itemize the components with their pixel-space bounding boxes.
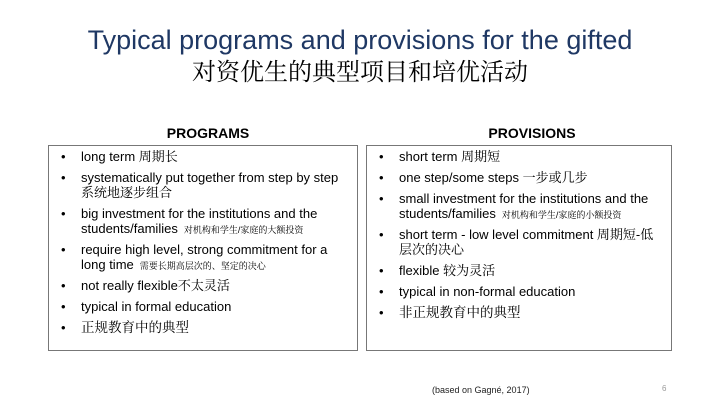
title-english: Typical programs and provisions for the gifted	[87, 25, 633, 55]
list-item	[367, 305, 671, 320]
provisions-item-text: small investment for the institutions and the students/families	[399, 191, 649, 221]
provisions-list	[367, 146, 671, 320]
programs-item-note: 需要长期高层次的、坚定的决心	[139, 261, 266, 271]
provisions-item-text: 非正规教育中的典型	[399, 305, 521, 320]
list-item	[367, 170, 671, 185]
bullet-icon: •	[379, 149, 384, 164]
provisions-item-text: flexible 较为灵活	[399, 263, 496, 278]
bullet-icon: •	[379, 284, 384, 299]
programs-item-text: long term 周期长	[81, 149, 178, 164]
provisions-heading: PROVISIONS	[488, 125, 576, 141]
list-item	[49, 299, 357, 314]
provisions-item-note: 对机构和学生/家庭的小额投资	[501, 210, 622, 220]
bullet-icon: •	[379, 170, 384, 185]
list-item	[49, 278, 357, 293]
list-item	[49, 242, 357, 272]
programs-item-text: require high level, strong commitment for a long time	[81, 242, 328, 272]
bullet-icon: •	[379, 227, 384, 242]
provisions-item-text: short term 周期短	[399, 149, 501, 164]
bullet-icon: •	[379, 263, 384, 278]
list-item	[367, 263, 671, 278]
list-item	[49, 170, 357, 200]
bullet-icon: •	[61, 242, 66, 257]
list-item	[49, 149, 357, 164]
programs-item-text: not really flexible不太灵活	[81, 278, 230, 293]
provisions-item-text: typical in non-formal education	[399, 284, 576, 299]
provisions-item-text: short term - low level commitment 周期短-低层次的决心	[399, 227, 654, 257]
programs-item-text: typical in formal education	[81, 299, 232, 314]
list-item	[367, 227, 671, 257]
title-chinese: 对资优生的典型项目和培优活动	[192, 59, 528, 86]
programs-item-text: 正规教育中的典型	[81, 320, 189, 335]
list-item	[367, 191, 671, 221]
programs-item-note: 对机构和学生/家庭的大额投资	[183, 225, 304, 235]
provisions-item-text: one step/some steps 一步或几步	[399, 170, 588, 185]
programs-item-text: big investment for the institutions and the students/families	[81, 206, 318, 236]
programs-heading: PROGRAMS	[166, 125, 250, 141]
bullet-icon: •	[379, 191, 384, 206]
list-item	[367, 284, 671, 299]
bullet-icon: •	[61, 170, 66, 185]
bullet-icon: •	[379, 305, 384, 320]
bullet-icon: •	[61, 320, 66, 335]
page-number: 6	[662, 384, 667, 393]
bullet-icon: •	[61, 206, 66, 221]
programs-list	[49, 146, 357, 335]
list-item	[49, 320, 357, 335]
provisions-box	[366, 145, 672, 351]
list-item	[49, 206, 357, 236]
programs-box	[48, 145, 358, 351]
list-item	[367, 149, 671, 164]
bullet-icon: •	[61, 299, 66, 314]
source-footnote: (based on Gagné, 2017)	[432, 385, 530, 395]
bullet-icon: •	[61, 278, 66, 293]
programs-item-text: systematically put together from step by step 系统地逐步组合	[81, 170, 339, 200]
bullet-icon: •	[61, 149, 66, 164]
